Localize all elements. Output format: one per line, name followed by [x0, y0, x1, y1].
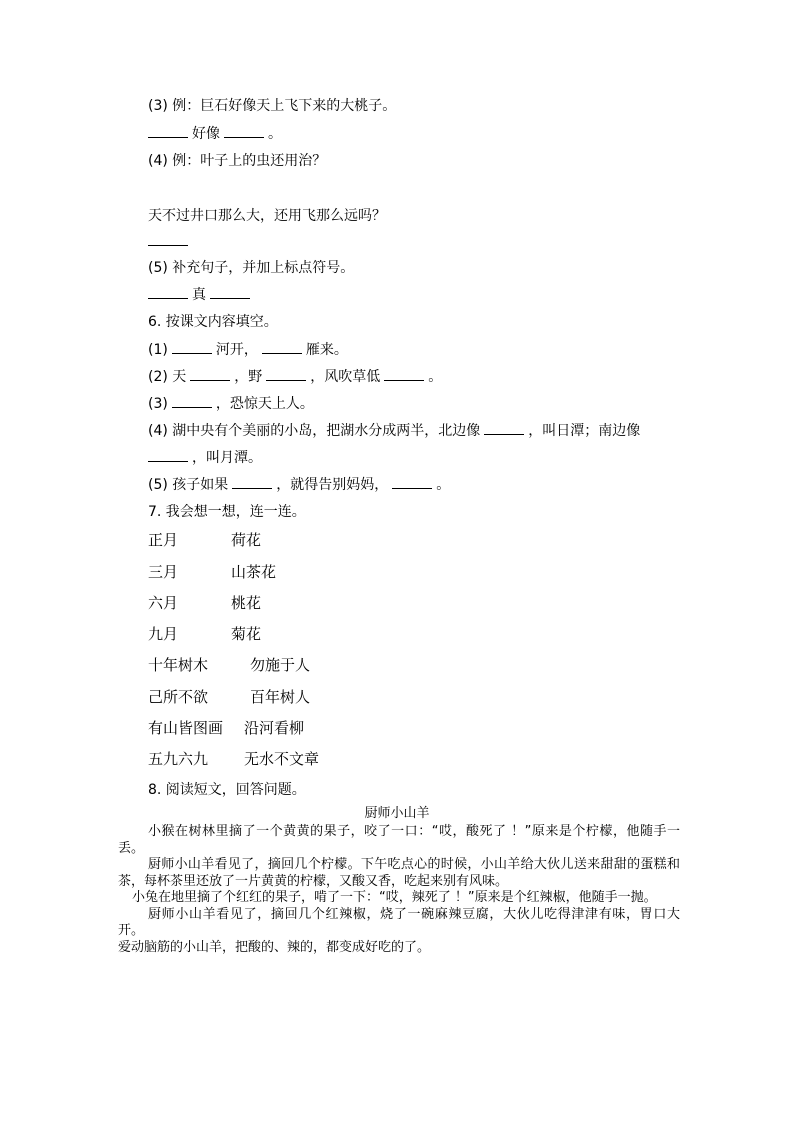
q6-l2-a: ，野	[234, 369, 263, 385]
answer-blank[interactable]	[148, 233, 188, 246]
match-left-item[interactable]: 己所不欲	[148, 688, 209, 706]
q5-s5-mid-text: 真	[192, 287, 206, 303]
match-right-item[interactable]: 无水不文章	[244, 750, 320, 768]
q6-l3-end: ，恐惊天上人。	[215, 396, 314, 412]
q5-sentence-4-answer	[148, 233, 192, 251]
q5-sentence-4-question: 天不过井口那么大，还用飞那么远吗？	[148, 208, 386, 224]
match-left-item[interactable]: 五九六九	[148, 750, 209, 768]
q7-heading: 7. 我会想一想，连一连。	[148, 504, 306, 520]
answer-blank[interactable]	[190, 368, 230, 381]
match-left-item[interactable]: 十年树木	[148, 656, 209, 674]
q6-l5-mid: ，就得告别妈妈，	[276, 477, 389, 493]
match-left-item[interactable]: 九月	[148, 625, 179, 643]
match-left-item[interactable]: 六月	[148, 594, 179, 612]
story-body	[118, 824, 680, 956]
q5-s3-end-text: 。	[268, 126, 282, 142]
q6-heading: 6. 按课文内容填空。	[148, 314, 278, 330]
answer-blank[interactable]	[148, 449, 188, 462]
q6-line-3	[148, 395, 314, 413]
story-paragraph: 厨师小山羊看见了，摘回几个柠檬。下午吃点心的时候，小山羊给大伙儿送来甜甜的蛋糕和茶，每杯茶里还放了一片黄黄的柠檬，又酸又香，吃起来别有风味。	[118, 857, 680, 889]
match-right-item[interactable]: 沿河看柳	[244, 719, 305, 737]
q5-sentence-4-example: (4) 例：叶子上的虫还用治？	[148, 153, 327, 169]
answer-blank[interactable]	[172, 395, 212, 408]
q5-sentence-3-example: (3) 例：巨石好像天上飞下来的大桃子。	[148, 98, 397, 114]
match-right-item[interactable]: 荷花	[231, 531, 262, 549]
q6-l4b-end: ，叫月潭。	[192, 450, 262, 466]
answer-blank[interactable]	[148, 286, 188, 299]
q5-sentence-5-label: (5) 补充句子，并加上标点符号。	[148, 260, 355, 276]
answer-blank[interactable]	[148, 125, 188, 138]
match-right-item[interactable]: 山茶花	[231, 563, 277, 581]
match-left-item[interactable]: 有山皆图画	[148, 719, 224, 737]
answer-blank[interactable]	[172, 341, 212, 354]
q6-l5-end: 。	[436, 477, 451, 493]
match-left-item[interactable]: 三月	[148, 563, 179, 581]
answer-blank[interactable]	[210, 286, 250, 299]
answer-blank[interactable]	[484, 422, 524, 435]
q6-l2-end: 。	[428, 369, 443, 385]
answer-blank[interactable]	[262, 341, 302, 354]
story-title: 厨师小山羊	[364, 806, 430, 821]
q6-line-4	[148, 422, 640, 440]
match-right-item[interactable]: 桃花	[231, 594, 262, 612]
answer-blank[interactable]	[392, 476, 432, 489]
story-paragraph: 小兔在地里摘了个红红的果子，啃了一下：“哎，辣死了 ！”原来是个红辣椒，他随手一抛。	[132, 890, 657, 905]
q5-sentence-5-answer	[148, 286, 254, 304]
q6-l2-b: ，风吹草低	[310, 369, 381, 385]
match-right-item[interactable]: 勿施于人	[250, 656, 311, 674]
q6-l2-pre: (2) 天	[148, 369, 187, 385]
q5-sentence-3-answer	[148, 125, 282, 143]
q5-s3-mid-text: 好像	[192, 126, 220, 142]
q6-l4-text: (4) 湖中央有个美丽的小岛，把湖水分成两半，北边像	[148, 423, 481, 439]
answer-blank[interactable]	[384, 368, 424, 381]
q6-l1-mid: 河开，	[215, 342, 258, 358]
q6-line-4-cont	[148, 449, 262, 467]
q8-heading: 8. 阅读短文，回答问题。	[148, 782, 306, 798]
q6-l1-pre: (1)	[148, 342, 168, 358]
match-right-item[interactable]: 菊花	[231, 625, 262, 643]
q6-l1-end: 雁来。	[305, 342, 348, 358]
q6-l5-pre: (5) 孩子如果	[148, 477, 229, 493]
answer-blank[interactable]	[224, 125, 264, 138]
q6-line-2	[148, 368, 442, 386]
q6-line-5	[148, 476, 450, 494]
q6-line-1	[148, 341, 348, 359]
story-paragraph: 厨师小山羊看见了，摘回几个红辣椒，烧了一碗麻辣豆腐，大伙儿吃得津津有味，胃口大开。	[118, 906, 680, 938]
answer-blank[interactable]	[232, 476, 272, 489]
answer-blank[interactable]	[266, 368, 306, 381]
q6-l4-end: ，叫日潭；南边像	[528, 423, 641, 439]
q6-l3-pre: (3)	[148, 396, 168, 412]
story-paragraph: 小猴在树林里摘了一个黄黄的果子，咬了一口：“哎，酸死了 ！”原来是个柠檬，他随手一丢。	[118, 824, 680, 856]
match-left-item[interactable]: 正月	[148, 531, 179, 549]
story-paragraph: 爱动脑筋的小山羊，把酸的、辣的，都变成好吃的了。	[118, 939, 431, 955]
match-right-item[interactable]: 百年树人	[250, 688, 311, 706]
